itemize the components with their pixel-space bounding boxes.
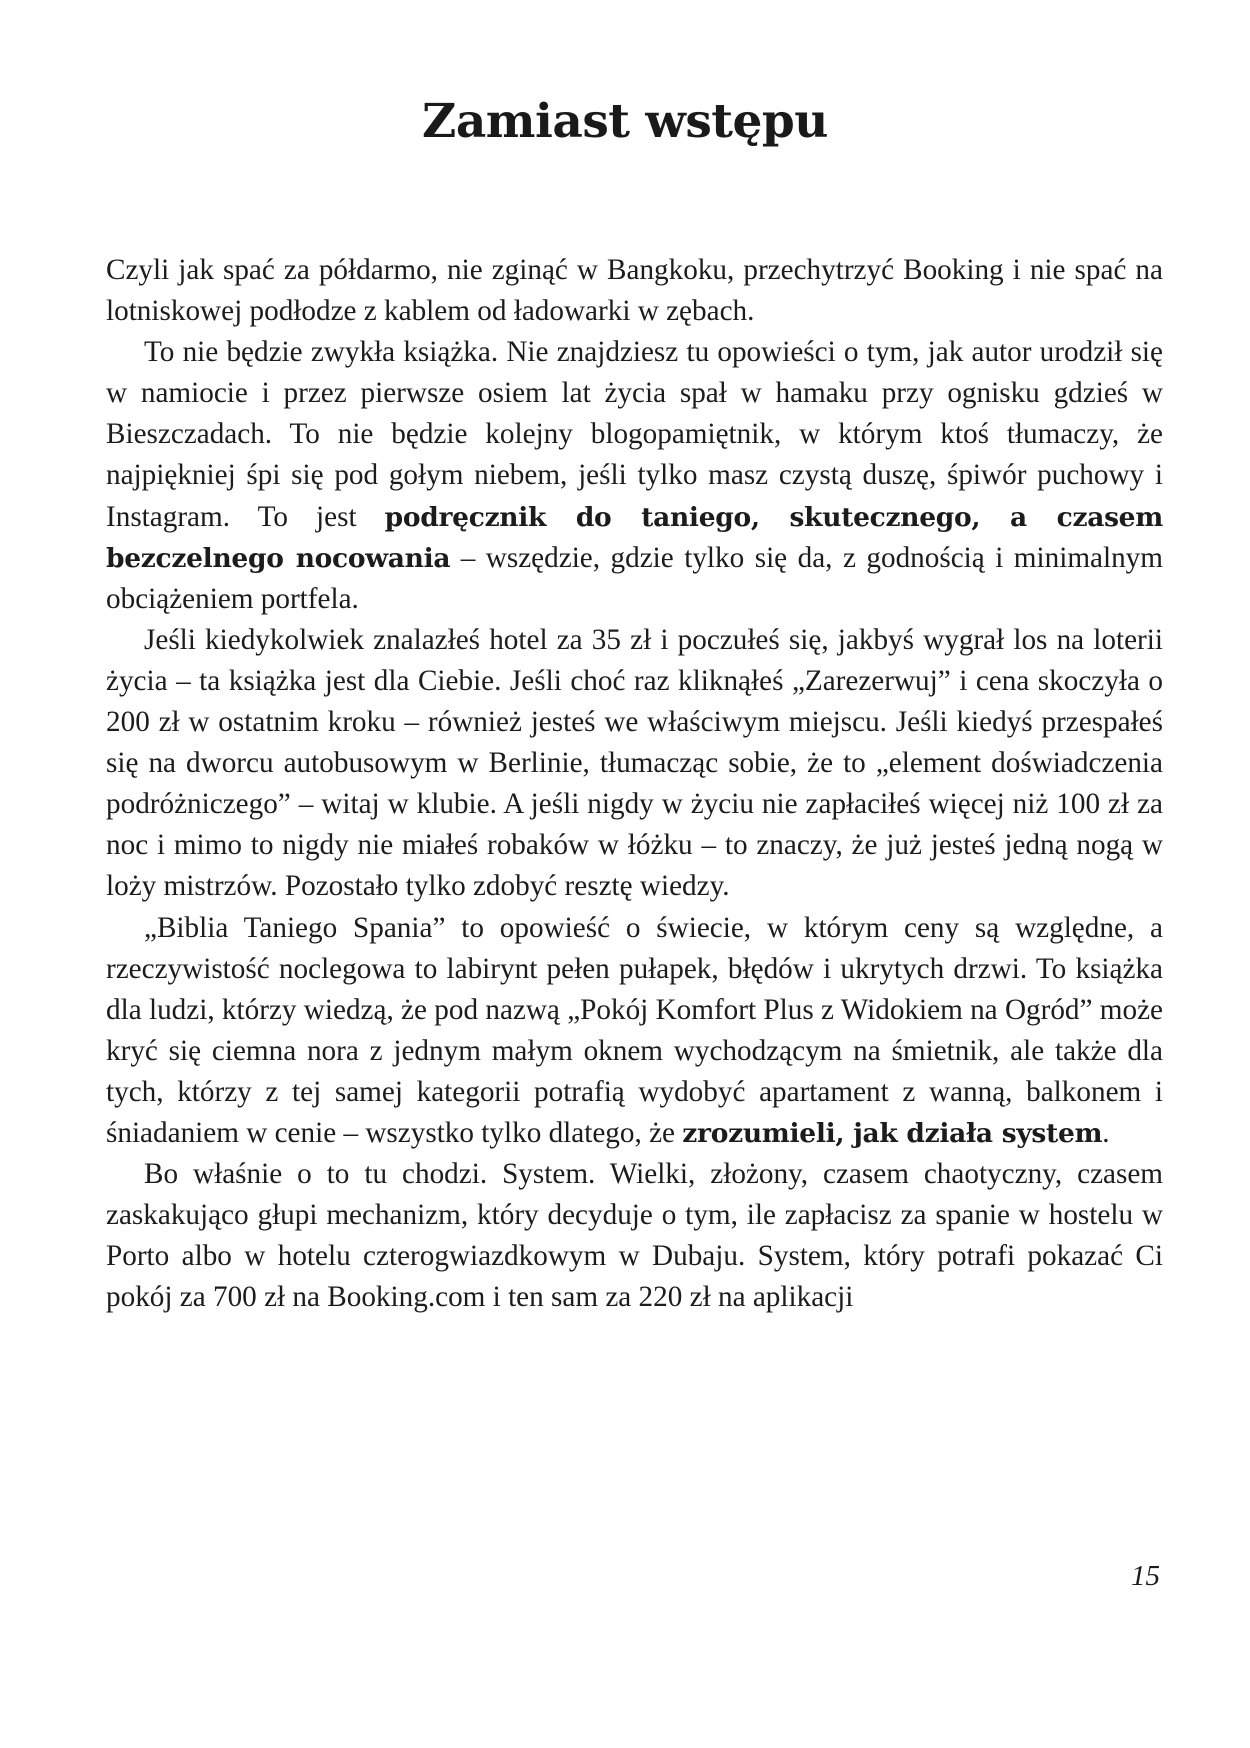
paragraph-text: To nie będzie zwykła książka. Nie znajdziesz tu opowieści o tym, jak autor urodził się w namiocie i przez pierwsze osiem lat życia spał w hamaku przy ognisku gdzieś w Bieszczadach. To nie będzie kolejny blogopamiętnik, w którym ktoś tłumaczy, że najpiękniej śpi się pod gołym niebem, jeśli tylko masz czystą duszę, śpiwór puchowy i Instagram. To jest	[106, 336, 1163, 533]
paragraph	[106, 250, 1163, 332]
paragraph-text: .	[1102, 1116, 1110, 1149]
chapter-title: Zamiast wstępu	[422, 94, 828, 149]
paragraph-text: – wszędzie, gdzie tylko się da, z godnością i minimalnym obciążeniem portfela.	[106, 541, 1163, 615]
paragraph	[106, 908, 1163, 1155]
paragraph-text: Jeśli kiedykolwiek znalazłeś hotel za 35 zł i poczułeś się, jakbyś wygrał los na loterii życia – ta książka jest dla Ciebie. Jeśli choć raz kliknąłeś „Zarezerwuj” i cena skoczyła o 200 zł w ostatnim kroku – również jesteś we właściwym miejscu. Jeśli kiedyś przespałeś się na dworcu autobusowym w Berlinie, tłumacząc sobie, że to „element doświadczenia podróżniczego” – witaj w klubie. A jeśli nigdy w życiu nie zapłaciłeś więcej niż 100 zł za noc i mimo to nigdy nie miałeś robaków w łóżku – to znaczy, że już jesteś jedną nogą w loży mistrzów. Pozostało tylko zdobyć resztę wiedzy.	[106, 623, 1163, 903]
paragraph	[106, 620, 1163, 908]
paragraph-text: „Biblia Taniego Spania” to opowieść o świecie, w którym ceny są względne, a rzeczywistość noclegowa to labirynt pełen pułapek, błędów i ukrytych drzwi. To książka dla ludzi, którzy wiedzą, że pod nazwą „Pokój Komfort Plus z Widokiem na Ogród” może kryć się ciemna nora z jednym małym oknem wychodzącym na śmietnik, ale także dla tych, którzy z tej samej kategorii potrafią wydobyć apartament z wanną, balkonem i śniadaniem w cenie – wszystko tylko dlatego, że	[106, 911, 1163, 1149]
paragraph-text: Bo właśnie o to tu chodzi. System. Wielki, złożony, czasem chaotyczny, czasem zaskakująco głupi mechanizm, który decyduje o tym, ile zapłacisz za spanie w hostelu w Porto albo w hotelu czterogwiazdkowym w Dubaju. System, który potrafi pokazać Ci pokój za 700 zł na Booking.com i ten sam za 220 zł na aplikacji	[106, 1158, 1163, 1314]
paragraph-text: Czyli jak spać za półdarmo, nie zginąć w Bangkoku, przechytrzyć Booking i nie spać na lotniskowej podłodze z kablem od ładowarki w zębach.	[106, 254, 1163, 328]
paragraph	[106, 332, 1163, 620]
chapter-body	[106, 250, 1163, 1318]
emphasis-text: zrozumieli, jak działa system	[682, 1117, 1103, 1149]
emphasis-text: podręcznik do taniego, skutecznego, a czasem bezczelnego nocowania	[106, 501, 1163, 574]
page-number: 15	[1131, 1560, 1160, 1592]
paragraph	[106, 1154, 1163, 1318]
